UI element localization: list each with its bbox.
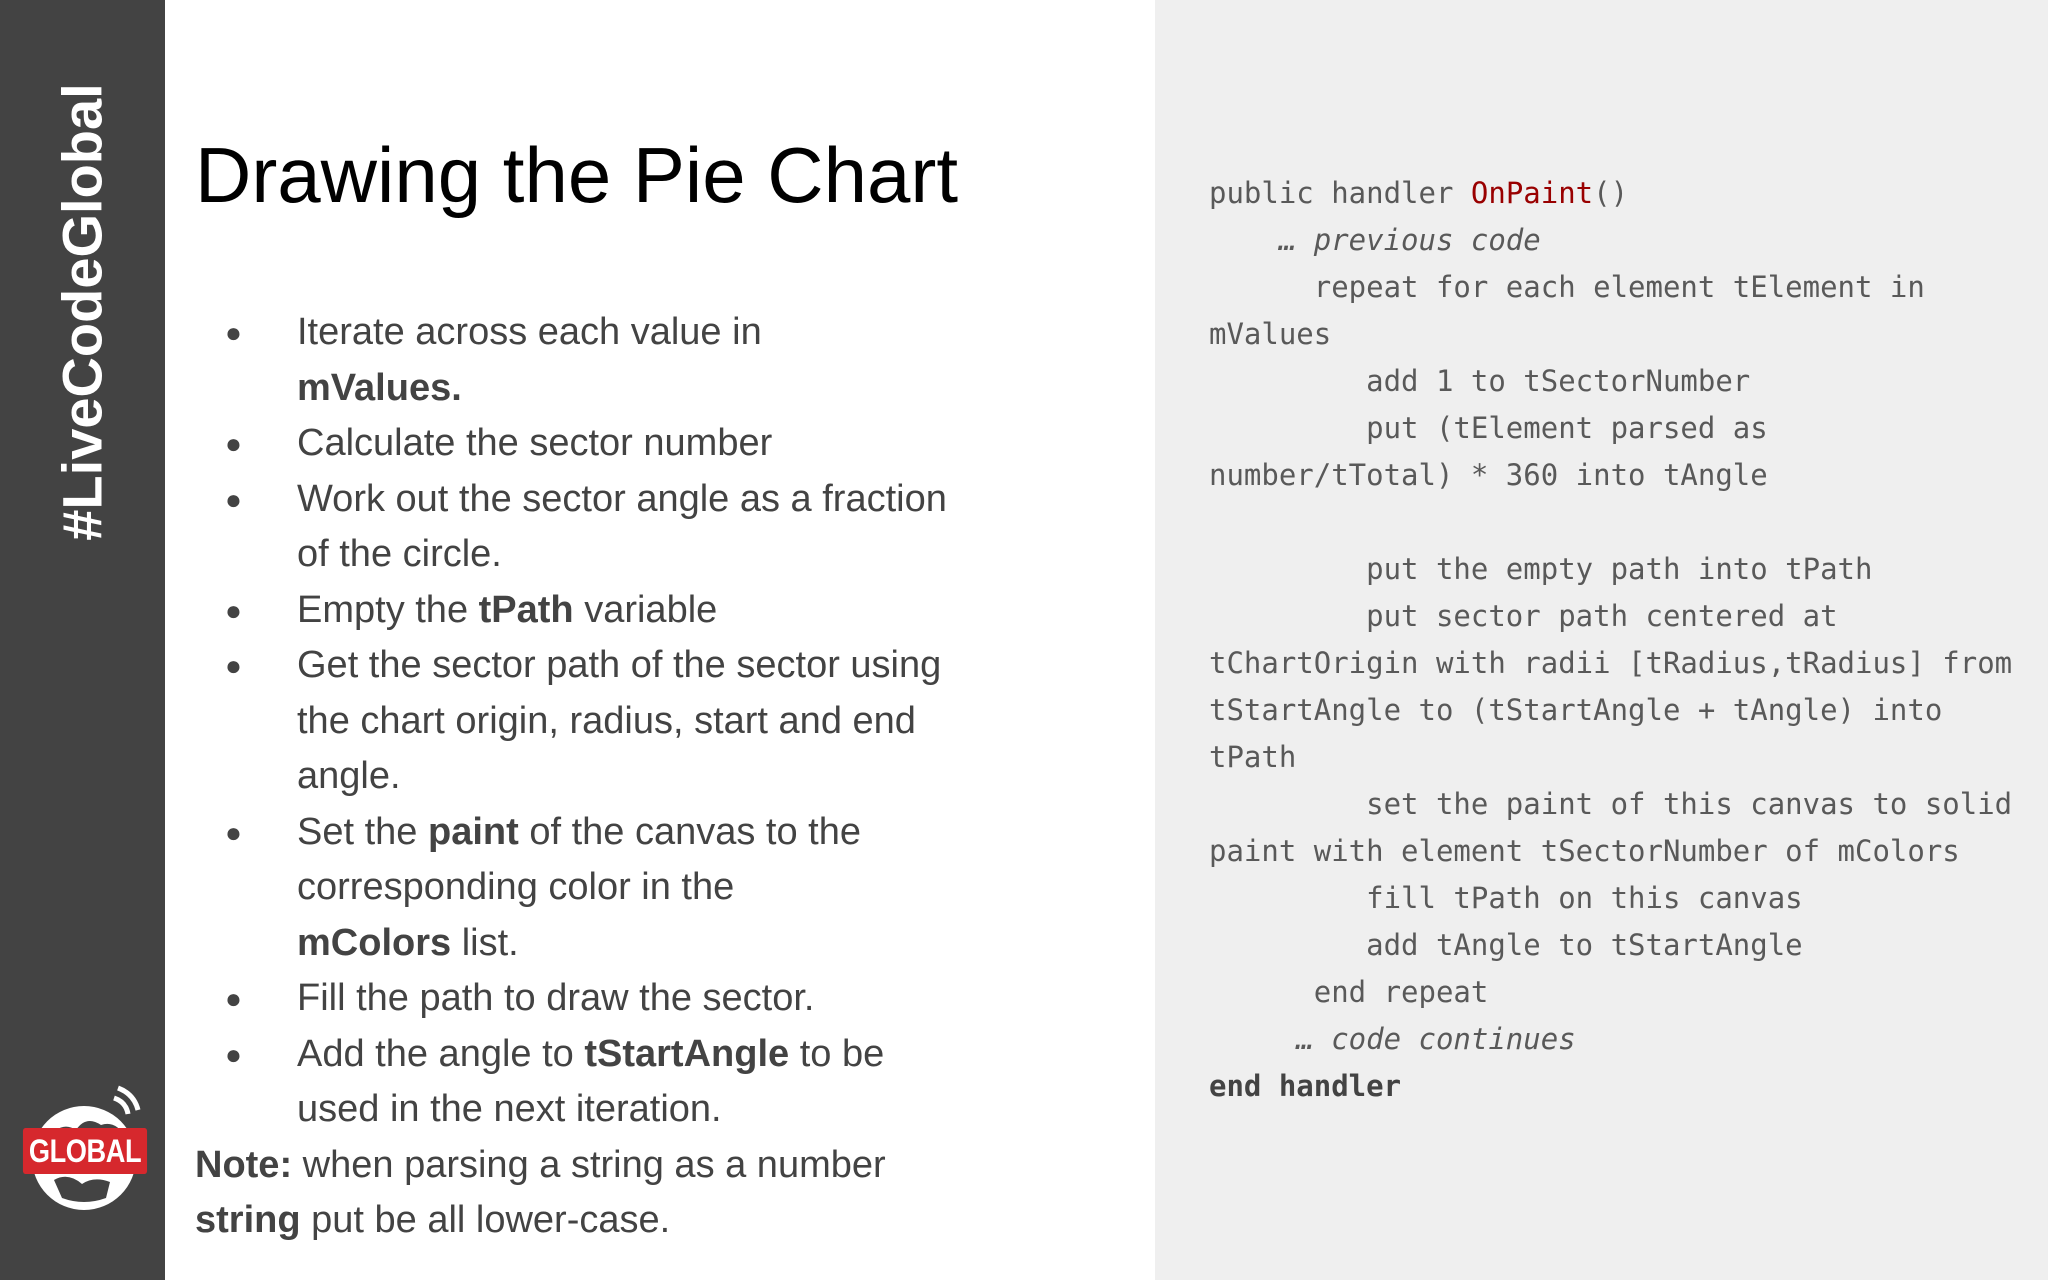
bullet-item — [195, 1027, 975, 1138]
code-comment: … previous code — [1209, 223, 1541, 257]
bullet-dot-icon: ● — [225, 483, 242, 515]
bullet-item — [195, 583, 975, 639]
code-line: repeat for each element tElement in — [1209, 270, 1925, 304]
code-line: set the paint of this canvas to solid — [1209, 787, 2013, 821]
code-line: tChartOrigin with radii [tRadius,tRadius] from — [1209, 646, 2013, 680]
bullet-dot-icon: ● — [225, 983, 242, 1014]
bullet-dot-icon: ● — [225, 428, 242, 459]
bullet-text: Add the angle to — [297, 1032, 585, 1075]
code-line: paint with element tSectorNumber of mColors — [1209, 834, 1960, 868]
code-line: end handler — [1209, 1069, 1402, 1103]
code-line: number/tTotal) * 360 into tAngle — [1209, 458, 1768, 492]
code-comment: … code continues — [1209, 1022, 1576, 1056]
code-line: tPath — [1209, 740, 1297, 774]
bullet-item — [195, 416, 975, 472]
code-line: tStartAngle to (tStartAngle + tAngle) into — [1209, 693, 1943, 727]
code-line: public handler — [1209, 176, 1471, 210]
bullet-dot-icon: ● — [225, 650, 242, 681]
bullet-text: variable — [573, 588, 718, 631]
bullet-item — [195, 305, 975, 416]
code-line: put (tElement parsed as — [1209, 411, 1768, 445]
note-label: Note: — [195, 1143, 293, 1186]
bullet-text: to be used in the next iteration. — [297, 1032, 885, 1130]
bullet-dot-icon: ● — [225, 317, 242, 348]
livecode-global-logo — [6, 1080, 162, 1210]
code-line: add 1 to tSectorNumber — [1209, 364, 1751, 398]
code-line: end repeat — [1209, 975, 1489, 1009]
bullet-text: of the canvas to the corresponding color in the — [297, 810, 861, 908]
bullet-text: list. — [451, 921, 519, 964]
bullet-item — [195, 971, 975, 1027]
code-line: put sector path centered at — [1209, 599, 1838, 633]
bullet-bold: mColors — [297, 921, 452, 964]
code-handler-name: OnPaint — [1470, 176, 1594, 210]
bullet-item — [195, 472, 975, 583]
note-part: when parsing a string as a number — [292, 1143, 886, 1186]
bullet-bold: tStartAngle — [584, 1032, 790, 1075]
bullet-bold: tPath — [478, 588, 574, 631]
bullet-text: Get the sector path of the sector using the chart origin, radius, start and end angle. — [297, 644, 942, 797]
bullet-item — [195, 805, 975, 972]
bullet-item — [195, 638, 975, 805]
bullet-bold: mValues. — [297, 366, 462, 409]
bullet-text: Iterate across each value in — [297, 311, 762, 353]
bullet-dot-icon: ● — [225, 816, 242, 848]
bullet-text: Empty the — [297, 588, 479, 631]
bullet-bold: paint — [427, 810, 519, 853]
slide-title: Drawing the Pie Chart — [195, 131, 959, 219]
bullet-text: Set the — [297, 810, 428, 853]
code-line: add tAngle to tStartAngle — [1209, 928, 1803, 962]
code-line: fill tPath on this canvas — [1209, 881, 1803, 915]
bullet-list — [195, 305, 975, 1249]
code-line: () — [1593, 176, 1629, 210]
note-text — [195, 1138, 975, 1249]
sidebar — [0, 0, 165, 1280]
bullet-text: Calculate the sector number — [297, 422, 773, 464]
bullet-dot-icon: ● — [225, 1038, 242, 1070]
bullet-text: Work out the sector angle as a fraction of the circle. — [297, 477, 947, 575]
code-line: put the empty path into tPath — [1209, 552, 1873, 586]
code-line: mValues — [1209, 317, 1332, 351]
bullet-text: Fill the path to draw the sector. — [297, 977, 815, 1019]
note-bold: string — [195, 1199, 301, 1241]
bullet-dot-icon: ● — [225, 594, 242, 626]
code-block — [1209, 170, 2012, 1110]
note-part: put be all lower-case. — [300, 1199, 671, 1241]
hashtag-label: #LiveCodeGlobal — [50, 83, 114, 541]
logo-text: GLOBAL — [23, 1128, 147, 1174]
